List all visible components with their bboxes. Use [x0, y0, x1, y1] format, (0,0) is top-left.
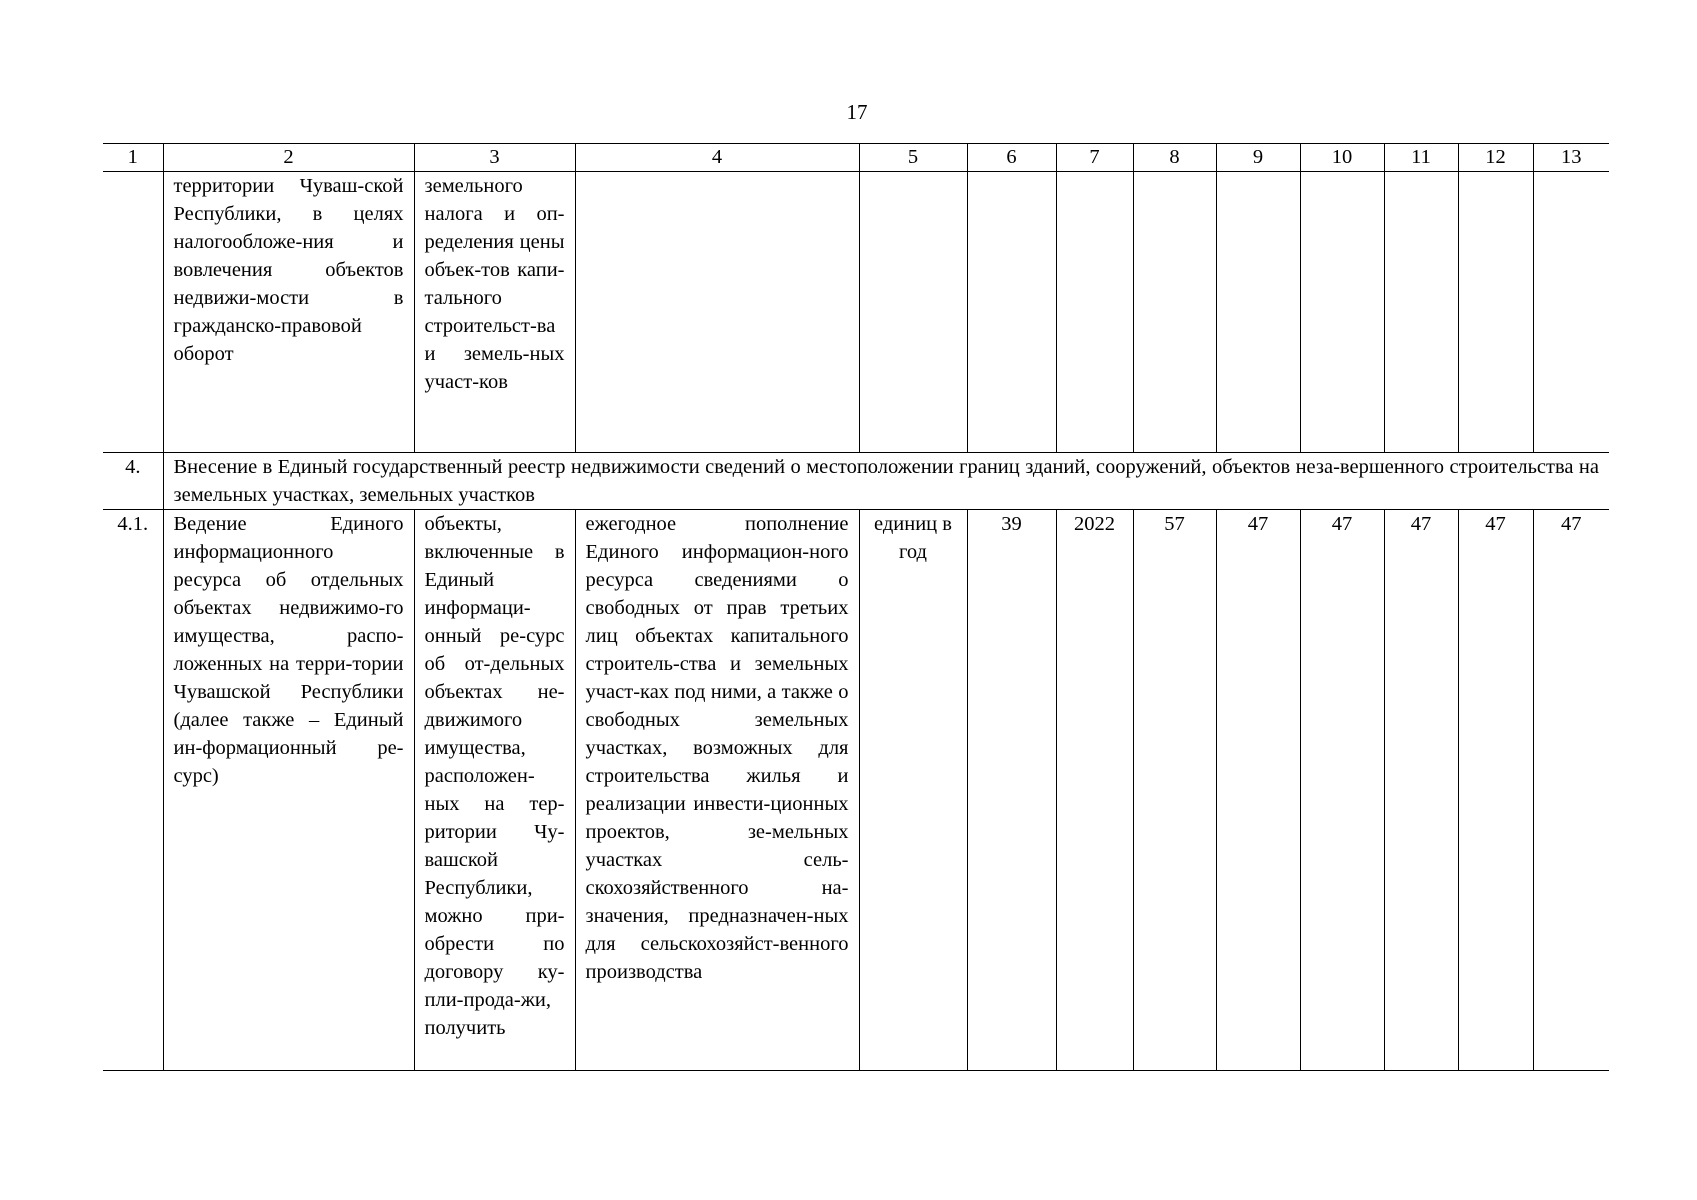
program-table — [103, 143, 1609, 1071]
column-number: 6 — [967, 144, 1056, 172]
value-cell — [1458, 172, 1533, 453]
column-number: 9 — [1216, 144, 1300, 172]
column-number: 13 — [1533, 144, 1609, 172]
value-cell: 47 — [1216, 510, 1300, 1071]
column-number: 2 — [163, 144, 414, 172]
value-cell — [1300, 172, 1384, 453]
column-number: 12 — [1458, 144, 1533, 172]
row-number: 4.1. — [103, 510, 163, 1071]
unit-cell — [859, 172, 967, 453]
value-cell — [1056, 172, 1133, 453]
indicator-cell: объекты, включенные в Единый информаци-онный ре-сурс об от-дельных объектах не-движимого имущества, расположен-ных на тер-ритории Чу-вашской Республики, можно при-обрести по договору ку-пли-прода-жи, получить — [414, 510, 575, 1071]
value-cell — [1216, 172, 1300, 453]
indicator-cell: земельного налога и оп-ределения цены объек-тов капи-тального строительст-ва и земель-ных участ-ков — [414, 172, 575, 453]
value-cell: 47 — [1384, 510, 1458, 1071]
section-number: 4. — [103, 453, 163, 510]
value-cell: 2022 — [1056, 510, 1133, 1071]
column-number: 7 — [1056, 144, 1133, 172]
column-number: 4 — [575, 144, 859, 172]
column-number-row — [103, 144, 1609, 172]
value-cell — [967, 172, 1056, 453]
column-number: 8 — [1133, 144, 1216, 172]
description-cell: ежегодное пополнение Единого информацион-ного ресурса сведениями о свободных от прав третьих лиц объектах капитального строитель-ства и земельных участ-ках под ними, а также о свободных земельных участках, возможных для строительства жилья и реализации инвести-ционных проектов, зе-мельных участках сель-скохозяйственного на-значения, предназначен-ных для сельскохозяйст-венного производства — [575, 510, 859, 1071]
page-number: 17 — [846, 100, 868, 124]
value-cell: 47 — [1300, 510, 1384, 1071]
value-cell — [1384, 172, 1458, 453]
section-title: Внесение в Единый государственный реестр недвижимости сведений о местоположении границ зданий, сооружений, объектов неза-вершенного строительства на земельных участках, земельных участков — [163, 453, 1609, 510]
measure-name-cell: территории Чуваш-ской Республики, в целях налогообложе-ния и вовлечения объектов недвижи-мости в гражданско-правовой оборот — [163, 172, 414, 453]
measure-name-cell: Ведение Единого информационного ресурса об отдельных объектах недвижимо-го имущества, распо-ложенных на терри-тории Чувашской Республики (далее также – Единый ин-формационный ре-сурс) — [163, 510, 414, 1071]
section-row — [103, 453, 1609, 510]
column-number: 10 — [1300, 144, 1384, 172]
column-number: 11 — [1384, 144, 1458, 172]
unit-cell: единиц в год — [859, 510, 967, 1071]
value-cell — [1533, 172, 1609, 453]
table-row — [103, 510, 1609, 1071]
description-cell — [575, 172, 859, 453]
column-number: 1 — [103, 144, 163, 172]
column-number: 5 — [859, 144, 967, 172]
column-number: 3 — [414, 144, 575, 172]
value-cell — [1133, 172, 1216, 453]
value-cell: 39 — [967, 510, 1056, 1071]
value-cell: 47 — [1533, 510, 1609, 1071]
row-number-cell — [103, 172, 163, 453]
continuation-row — [103, 172, 1609, 453]
value-cell: 47 — [1458, 510, 1533, 1071]
value-cell: 57 — [1133, 510, 1216, 1071]
